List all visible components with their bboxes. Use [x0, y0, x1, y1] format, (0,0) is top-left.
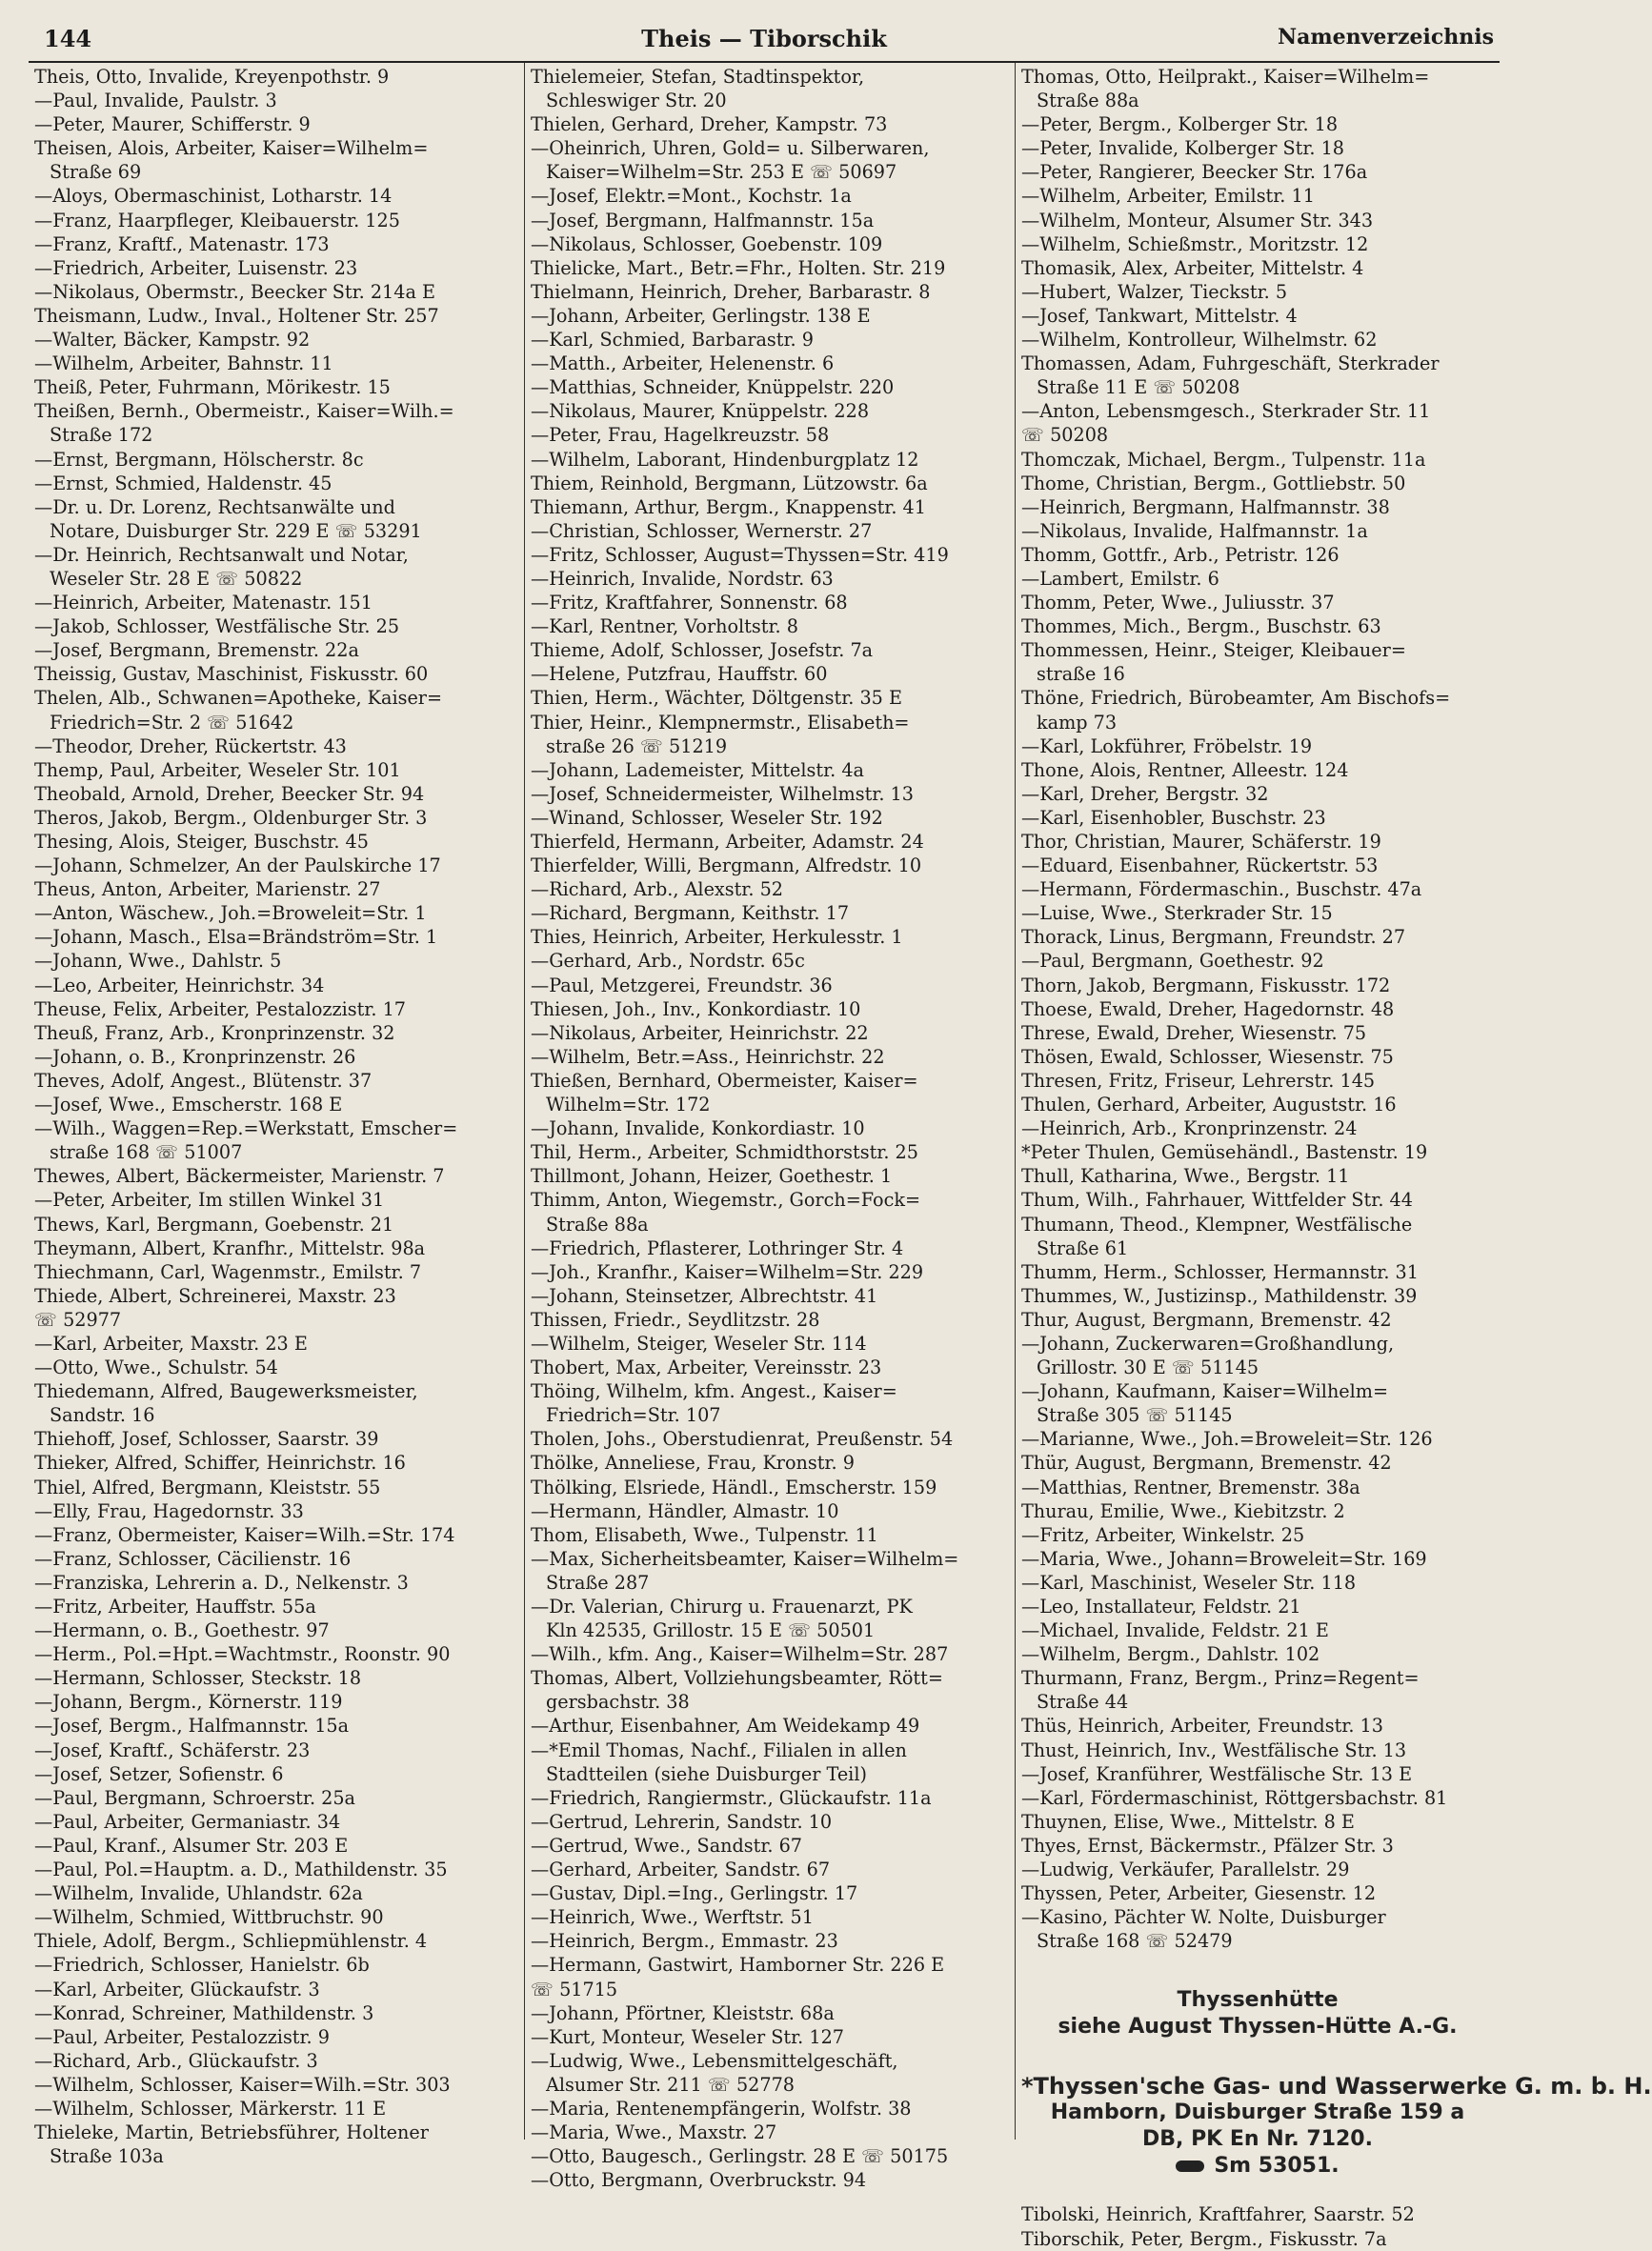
directory-entry: —Hermann, Händler, Almastr. 10 [531, 1499, 839, 1522]
directory-entry: *Peter Thulen, Gemüsehändl., Bastenstr. 19 [1021, 1141, 1428, 1164]
directory-entry: —Heinrich, Bergmann, Halfmannstr. 38 [1021, 495, 1390, 518]
directory-entry: Thielmann, Heinrich, Dreher, Barbarastr. 8 [531, 280, 931, 303]
directory-entry: —Kasino, Pächter W. Nolte, Duisburger [1021, 1906, 1386, 1929]
directory-entry: kamp 73 [1037, 711, 1118, 734]
directory-entry: —Wilhelm, Betr.=Ass., Heinrichstr. 22 [531, 1045, 885, 1068]
directory-entry: —Johann, Schmelzer, An der Paulskirche 17 [34, 854, 441, 877]
directory-entry: —Maria, Rentenempfängerin, Wolfstr. 38 [531, 2097, 912, 2120]
directory-entry: —Wilhelm, Arbeiter, Bahnstr. 11 [34, 352, 333, 375]
directory-entry: Thil, Herm., Arbeiter, Schmidthorststr. 25 [531, 1141, 918, 1164]
columns [29, 63, 1652, 2250]
column-3-entries [1021, 65, 1494, 1953]
directory-entry: Thresen, Fritz, Friseur, Lehrerstr. 145 [1021, 1069, 1376, 1092]
directory-entry: Thyes, Ernst, Bäckermstr., Pfälzer Str. 3 [1021, 1834, 1394, 1857]
directory-entry: Thur, August, Bergmann, Bremenstr. 42 [1021, 1308, 1392, 1331]
directory-entry: —Josef, Wwe., Emscherstr. 168 E [34, 1094, 343, 1116]
directory-entry: Thomm, Gottfr., Arb., Petristr. 126 [1021, 543, 1340, 566]
directory-entry: Thüs, Heinrich, Arbeiter, Freundstr. 13 [1021, 1715, 1383, 1738]
directory-entry: —Peter, Bergm., Kolberger Str. 18 [1021, 113, 1339, 136]
directory-entry: —Friedrich, Arbeiter, Luisenstr. 23 [34, 256, 358, 279]
directory-entry: Theobald, Arnold, Dreher, Beecker Str. 94 [34, 782, 425, 805]
directory-entry: —Karl, Lokführer, Fröbelstr. 19 [1021, 734, 1313, 757]
directory-entry: Tibolski, Heinrich, Kraftfahrer, Saarstr. 52 [1021, 2203, 1415, 2226]
directory-entry: Thews, Karl, Bergmann, Goebenstr. 21 [34, 1213, 394, 1236]
directory-entry: Thulen, Gerhard, Arbeiter, Auguststr. 16 [1021, 1094, 1397, 1116]
directory-entry: —Leo, Arbeiter, Heinrichstr. 34 [34, 974, 325, 996]
directory-entry: —Gustav, Dipl.=Ing., Gerlingstr. 17 [531, 1882, 858, 1905]
directory-entry: —Paul, Metzgerei, Freundstr. 36 [531, 974, 833, 996]
directory-entry: Tiborschik, Peter, Bergm., Fiskusstr. 7a [1021, 2227, 1387, 2250]
directory-entry: Thummes, W., Justizinsp., Mathildenstr. 39 [1021, 1284, 1418, 1307]
directory-entry: —Johann, Invalide, Konkordiastr. 10 [531, 1117, 865, 1140]
directory-entry: —Max, Sicherheitsbeamter, Kaiser=Wilhelm= [531, 1547, 959, 1570]
directory-entry: —Richard, Arb., Glückaufstr. 3 [34, 2049, 318, 2072]
directory-entry: Thyssen, Peter, Arbeiter, Giesenstr. 12 [1021, 1882, 1377, 1905]
directory-entry: Thull, Katharina, Wwe., Bergstr. 11 [1021, 1165, 1350, 1188]
directory-entry: Straße 287 [546, 1571, 650, 1594]
directory-entry: Themp, Paul, Arbeiter, Weseler Str. 101 [34, 758, 401, 781]
column-1 [29, 63, 524, 2168]
directory-entry: Thiehoff, Josef, Schlosser, Saarstr. 39 [34, 1428, 379, 1451]
gas-wasserwerke-advert [1021, 2073, 1652, 2180]
directory-entry: —Michael, Invalide, Feldstr. 21 E [1021, 1619, 1329, 1642]
directory-entry: —Maria, Wwe., Johann=Broweleit=Str. 169 [1021, 1547, 1427, 1570]
directory-entry: Thiemann, Arthur, Bergm., Knappenstr. 41 [531, 495, 926, 518]
directory-entry: —Herm., Pol.=Hpt.=Wachtmstr., Roonstr. 90 [34, 1643, 451, 1666]
directory-entry: —Wilhelm, Arbeiter, Emilstr. 11 [1021, 185, 1315, 208]
directory-entry: ☏ 51715 [531, 1978, 618, 2000]
directory-entry: Thorn, Jakob, Bergmann, Fiskusstr. 172 [1021, 974, 1391, 996]
directory-entry: —Nikolaus, Invalide, Halfmannstr. 1a [1021, 519, 1368, 542]
directory-entry: ☏ 50208 [1021, 424, 1109, 447]
directory-entry: Thieme, Adolf, Schlosser, Josefstr. 7a [531, 639, 874, 662]
directory-entry: —Nikolaus, Arbeiter, Heinrichstr. 22 [531, 1021, 869, 1044]
directory-entry: Thiechmann, Carl, Wagenmstr., Emilstr. 7 [34, 1260, 422, 1283]
directory-entry: Thielen, Gerhard, Dreher, Kampstr. 73 [531, 113, 888, 136]
directory-entry: —Paul, Invalide, Paulstr. 3 [34, 90, 277, 112]
directory-entry: —Arthur, Eisenbahner, Am Weidekamp 49 [531, 1715, 920, 1738]
directory-entry: —Karl, Dreher, Bergstr. 32 [1021, 782, 1269, 805]
directory-entry: Thöne, Friedrich, Bürobeamter, Am Bischofs= [1021, 687, 1451, 710]
directory-entry: Thiesen, Joh., Inv., Konkordiastr. 10 [531, 997, 861, 1020]
directory-entry: Thome, Christian, Bergm., Gottliebstr. 50 [1021, 472, 1406, 494]
trailing-entries [1021, 2202, 1494, 2250]
directory-entry: —Paul, Bergmann, Schroerstr. 25a [34, 1786, 355, 1809]
directory-entry: —Nikolaus, Maurer, Knüppelstr. 228 [531, 400, 870, 423]
directory-entry: —Matthias, Rentner, Bremenstr. 38a [1021, 1476, 1360, 1498]
directory-entry: —Josef, Tankwart, Mittelstr. 4 [1021, 304, 1298, 327]
directory-entry: Theisen, Alois, Arbeiter, Kaiser=Wilhelm= [34, 137, 429, 160]
directory-entry: Theus, Anton, Arbeiter, Marienstr. 27 [34, 878, 381, 901]
directory-entry: Thurau, Emilie, Wwe., Kiebitzstr. 2 [1021, 1499, 1345, 1522]
directory-entry: —Christian, Schlosser, Wernerstr. 27 [531, 519, 873, 542]
directory-entry: —Josef, Schneidermeister, Wilhelmstr. 13 [531, 782, 914, 805]
directory-entry: Thust, Heinrich, Inv., Westfälische Str. 13 [1021, 1738, 1407, 1761]
directory-entry: Kln 42535, Grillostr. 15 E ☏ 50501 [546, 1619, 876, 1642]
directory-entry: Thiele, Adolf, Bergm., Schliepmühlenstr. 4 [34, 1930, 428, 1953]
directory-entry: —Heinrich, Invalide, Nordstr. 63 [531, 567, 834, 590]
directory-entry: Grillostr. 30 E ☏ 51145 [1037, 1357, 1259, 1379]
directory-entry: Weseler Str. 28 E ☏ 50822 [50, 567, 303, 590]
directory-entry: Kaiser=Wilhelm=Str. 253 E ☏ 50697 [546, 161, 897, 184]
directory-entry: Straße 168 ☏ 52479 [1037, 1930, 1233, 1953]
directory-entry: Theuß, Franz, Arb., Kronprinzenstr. 32 [34, 1021, 395, 1044]
directory-entry: —Johann, Masch., Elsa=Brändström=Str. 1 [34, 926, 438, 949]
directory-entry: Friedrich=Str. 107 [546, 1404, 721, 1427]
directory-entry: —Heinrich, Arb., Kronprinzenstr. 24 [1021, 1117, 1358, 1140]
directory-entry: —Wilh., kfm. Ang., Kaiser=Wilhelm=Str. 287 [531, 1643, 949, 1666]
directory-entry: Straße 88a [1037, 90, 1139, 112]
directory-entry: Thewes, Albert, Bäckermeister, Marienstr. 7 [34, 1165, 445, 1188]
directory-entry: Thobert, Max, Arbeiter, Vereinsstr. 23 [531, 1357, 882, 1379]
directory-entry: Thieleke, Martin, Betriebsführer, Holtener [34, 2121, 429, 2144]
directory-entry: —Wilhelm, Schlosser, Kaiser=Wilh.=Str. 303 [34, 2073, 451, 2096]
telephone-icon [1176, 2161, 1204, 2172]
directory-entry: Thiedemann, Alfred, Baugewerksmeister, [34, 1380, 418, 1403]
directory-entry: —Richard, Arb., Alexstr. 52 [531, 878, 783, 901]
directory-entry: Thomm, Peter, Wwe., Juliusstr. 37 [1021, 592, 1335, 614]
directory-entry: —Fritz, Arbeiter, Hauffstr. 55a [34, 1596, 316, 1618]
directory-entry: Thierfelder, Willi, Bergmann, Alfredstr. 10 [531, 854, 922, 877]
directory-entry: —Johann, Pförtner, Kleiststr. 68a [531, 2001, 835, 2024]
directory-entry: Thösen, Ewald, Schlosser, Wiesenstr. 75 [1021, 1045, 1394, 1068]
directory-entry: —Johann, Steinsetzer, Albrechtstr. 41 [531, 1284, 878, 1307]
directory-entry: —Matth., Arbeiter, Helenenstr. 6 [531, 352, 835, 375]
directory-entry: —Johann, Wwe., Dahlstr. 5 [34, 950, 282, 973]
directory-entry: Sandstr. 16 [50, 1404, 155, 1427]
directory-entry: —Matthias, Schneider, Knüppelstr. 220 [531, 376, 895, 399]
directory-entry: —Anton, Lebensmgesch., Sterkrader Str. 11 [1021, 400, 1431, 423]
directory-entry: Thorack, Linus, Bergmann, Freundstr. 27 [1021, 926, 1406, 949]
directory-entry: Thom, Elisabeth, Wwe., Tulpenstr. 11 [531, 1523, 878, 1546]
directory-entry: Thierfeld, Hermann, Arbeiter, Adamstr. 24 [531, 831, 924, 853]
directory-entry: —Kurt, Monteur, Weseler Str. 127 [531, 2025, 844, 2048]
directory-entry: Thomassen, Adam, Fuhrgeschäft, Sterkrader [1021, 352, 1440, 375]
directory-entry: —Winand, Schlosser, Weseler Str. 192 [531, 806, 883, 829]
directory-entry: Thelen, Alb., Schwanen=Apotheke, Kaiser= [34, 687, 443, 710]
directory-entry: —Anton, Wäschew., Joh.=Broweleit=Str. 1 [34, 902, 427, 925]
directory-entry: —Wilhelm, Steiger, Weseler Str. 114 [531, 1332, 867, 1355]
directory-entry: Theis, Otto, Invalide, Kreyenpothstr. 9 [34, 66, 390, 88]
directory-entry: —Dr. Valerian, Chirurg u. Frauenarzt, PK [531, 1596, 913, 1618]
directory-entry: —Johann, Lademeister, Mittelstr. 4a [531, 758, 864, 781]
directory-entry: —Franz, Haarpfleger, Kleibauerstr. 125 [34, 209, 400, 231]
directory-entry: Thurmann, Franz, Bergm., Prinz=Regent= [1021, 1667, 1420, 1690]
directory-entry: Thommessen, Heinr., Steiger, Kleibauer= [1021, 639, 1406, 662]
directory-entry: Thien, Herm., Wächter, Döltgenstr. 35 E [531, 687, 902, 710]
advert-line: Hamborn, Duisburger Straße 159 a [1050, 2100, 1465, 2125]
directory-entry: Theiß, Peter, Fuhrmann, Mörikestr. 15 [34, 376, 391, 399]
directory-entry: —Marianne, Wwe., Joh.=Broweleit=Str. 126 [1021, 1428, 1433, 1451]
advert-line: Sm 53051. [1214, 2154, 1340, 2179]
directory-entry: —Paul, Bergmann, Goethestr. 92 [1021, 950, 1324, 973]
directory-entry: Thesing, Alois, Steiger, Buschstr. 45 [34, 831, 369, 853]
running-title: Theis — Tiborschik [641, 25, 887, 52]
directory-entry: Thomas, Albert, Vollziehungsbeamter, Rött= [531, 1667, 943, 1690]
directory-entry: —Karl, Arbeiter, Glückaufstr. 3 [34, 1978, 320, 2000]
directory-entry: —Wilhelm, Invalide, Uhlandstr. 62a [34, 1882, 363, 1905]
directory-entry: Thimm, Anton, Wiegemstr., Gorch=Fock= [531, 1189, 921, 1212]
directory-entry: Tholen, Johs., Oberstudienrat, Preußenstr. 54 [531, 1428, 954, 1451]
directory-entry: —Karl, Schmied, Barbarastr. 9 [531, 329, 814, 352]
directory-entry: —Dr. Heinrich, Rechtsanwalt und Notar, [34, 543, 409, 566]
directory-entry: —*Emil Thomas, Nachf., Filialen in allen [531, 1738, 907, 1761]
section-title: Namenverzeichnis [1278, 25, 1494, 50]
directory-entry: —Karl, Eisenhobler, Buschstr. 23 [1021, 806, 1326, 829]
notice-line: Thyssenhütte [1177, 1988, 1339, 2013]
directory-entry: gersbachstr. 38 [546, 1691, 690, 1714]
directory-entry: —Peter, Frau, Hagelkreuzstr. 58 [531, 424, 830, 447]
advert-line: *Thyssen'sche Gas- und Wasserwerke G. m. b. H. [1021, 2073, 1652, 2100]
directory-entry: —Wilh., Waggen=Rep.=Werkstatt, Emscher= [34, 1117, 458, 1140]
directory-entry: —Wilhelm, Schmied, Wittbruchstr. 90 [34, 1906, 384, 1929]
directory-entry: —Paul, Arbeiter, Germaniastr. 34 [34, 1810, 341, 1833]
directory-entry: —Hermann, o. B., Goethestr. 97 [34, 1619, 330, 1642]
directory-entry: —Wilhelm, Monteur, Alsumer Str. 343 [1021, 209, 1374, 231]
directory-entry: Alsumer Str. 211 ☏ 52778 [546, 2073, 795, 2096]
directory-entry: —Heinrich, Wwe., Werftstr. 51 [531, 1906, 814, 1929]
directory-entry: —Gertrud, Lehrerin, Sandstr. 10 [531, 1810, 833, 1833]
directory-entry: Thölke, Anneliese, Frau, Kronstr. 9 [531, 1452, 855, 1475]
directory-entry: —Wilhelm, Schlosser, Märkerstr. 11 E [34, 2097, 387, 2120]
directory-entry: —Dr. u. Dr. Lorenz, Rechtsanwälte und [34, 495, 395, 518]
directory-entry: Schleswiger Str. 20 [546, 90, 727, 112]
directory-entry: —Otto, Bergmann, Overbruckstr. 94 [531, 2169, 867, 2192]
directory-entry: straße 26 ☏ 51219 [546, 734, 728, 757]
directory-entry: Thillmont, Johann, Heizer, Goethestr. 1 [531, 1165, 893, 1188]
directory-entry: —Johann, Bergm., Körnerstr. 119 [34, 1691, 343, 1714]
column-3 [1015, 63, 1652, 2250]
directory-entry: Thölking, Elsriede, Händl., Emscherstr. 159 [531, 1476, 937, 1498]
directory-entry: —Ludwig, Wwe., Lebensmittelgeschäft, [531, 2049, 898, 2072]
directory-entry: —Peter, Arbeiter, Im stillen Winkel 31 [34, 1189, 385, 1212]
directory-entry: —Nikolaus, Schlosser, Goebenstr. 109 [531, 232, 883, 255]
directory-entry: —Richard, Bergmann, Keithstr. 17 [531, 902, 850, 925]
directory-entry: —Otto, Baugesch., Gerlingstr. 28 E ☏ 50175 [531, 2145, 949, 2168]
directory-entry: —Franz, Obermeister, Kaiser=Wilh.=Str. 174 [34, 1523, 455, 1546]
directory-entry: Straße 44 [1037, 1691, 1129, 1714]
directory-entry: —Peter, Maurer, Schifferstr. 9 [34, 113, 311, 136]
directory-entry: —Heinrich, Arbeiter, Matenastr. 151 [34, 592, 373, 614]
directory-entry: Wilhelm=Str. 172 [546, 1094, 711, 1116]
directory-entry: —Joh., Kranfhr., Kaiser=Wilhelm=Str. 229 [531, 1260, 924, 1283]
directory-entry: —Paul, Kranf., Alsumer Str. 203 E [34, 1834, 349, 1857]
directory-entry: Straße 172 [50, 424, 153, 447]
directory-entry: —Hubert, Walzer, Tieckstr. 5 [1021, 280, 1288, 303]
directory-entry: —Friedrich, Pflasterer, Lothringer Str. 4 [531, 1236, 904, 1259]
advert-line: DB, PK En Nr. 7120. [1142, 2127, 1373, 2152]
directory-entry: —Friedrich, Rangiermstr., Glückaufstr. 11a [531, 1786, 932, 1809]
directory-entry: —Peter, Rangierer, Beecker Str. 176a [1021, 161, 1368, 184]
directory-entry: —Maria, Wwe., Maxstr. 27 [531, 2121, 777, 2144]
directory-entry: —Josef, Bergmann, Bremenstr. 22a [34, 639, 359, 662]
directory-entry: Theves, Adolf, Angest., Blütenstr. 37 [34, 1069, 373, 1092]
directory-entry: Threse, Ewald, Dreher, Wiesenstr. 75 [1021, 1021, 1367, 1044]
directory-entry: Thuynen, Elise, Wwe., Mittelstr. 8 E [1021, 1810, 1355, 1833]
directory-entry: —Franz, Kraftf., Matenastr. 173 [34, 232, 330, 255]
directory-entry: Theymann, Albert, Kranfhr., Mittelstr. 98a [34, 1236, 426, 1259]
directory-entry: —Luise, Wwe., Sterkrader Str. 15 [1021, 902, 1333, 925]
page-number: 144 [44, 25, 92, 52]
directory-entry: —Karl, Rentner, Vorholtstr. 8 [531, 615, 798, 638]
directory-entry: Friedrich=Str. 2 ☏ 51642 [50, 711, 294, 734]
directory-entry: —Josef, Bergmann, Halfmannstr. 15a [531, 209, 875, 231]
directory-entry: straße 16 [1037, 663, 1125, 686]
directory-entry: —Karl, Fördermaschinist, Röttgersbachstr. 81 [1021, 1786, 1448, 1809]
directory-entry: —Aloys, Obermaschinist, Lotharstr. 14 [34, 185, 393, 208]
directory-entry: Thieker, Alfred, Schiffer, Heinrichstr. 16 [34, 1452, 406, 1475]
directory-entry: —Fritz, Arbeiter, Winkelstr. 25 [1021, 1523, 1305, 1546]
directory-entry: —Josef, Bergm., Halfmannstr. 15a [34, 1715, 350, 1738]
directory-entry: —Oheinrich, Uhren, Gold= u. Silberwaren, [531, 137, 930, 160]
directory-entry: Theuse, Felix, Arbeiter, Pestalozzistr. 17 [34, 997, 406, 1020]
directory-entry: —Gerhard, Arbeiter, Sandstr. 67 [531, 1859, 831, 1881]
directory-entry: —Heinrich, Bergm., Emmastr. 23 [531, 1930, 838, 1953]
directory-entry: —Wilhelm, Schießmstr., Moritzstr. 12 [1021, 232, 1369, 255]
directory-entry: Straße 69 [50, 161, 142, 184]
directory-entry: Theismann, Ludw., Inval., Holtener Str. 257 [34, 304, 439, 327]
directory-entry: Thöing, Wilhelm, kfm. Angest., Kaiser= [531, 1380, 897, 1403]
directory-entry: —Paul, Arbeiter, Pestalozzistr. 9 [34, 2025, 330, 2048]
directory-entry: —Johann, Zuckerwaren=Großhandlung, [1021, 1332, 1395, 1355]
directory-entry: —Nikolaus, Obermstr., Beecker Str. 214a E [34, 280, 436, 303]
directory-entry: Theissig, Gustav, Maschinist, Fiskusstr. 60 [34, 663, 429, 686]
directory-entry: —Theodor, Dreher, Rückertstr. 43 [34, 734, 347, 757]
directory-entry: —Ernst, Bergmann, Hölscherstr. 8c [34, 448, 364, 471]
directory-entry: Thomasik, Alex, Arbeiter, Mittelstr. 4 [1021, 256, 1364, 279]
directory-entry: Thießen, Bernhard, Obermeister, Kaiser= [531, 1069, 918, 1092]
directory-entry: Notare, Duisburger Str. 229 E ☏ 53291 [50, 519, 422, 542]
directory-entry: —Helene, Putzfrau, Hauffstr. 60 [531, 663, 828, 686]
directory-entry: —Josef, Kraftf., Schäferstr. 23 [34, 1738, 311, 1761]
directory-entry: Thor, Christian, Maurer, Schäferstr. 19 [1021, 831, 1381, 853]
directory-entry: —Eduard, Eisenbahner, Rückertstr. 53 [1021, 854, 1379, 877]
directory-entry: Thum, Wilh., Fahrhauer, Wittfelder Str. 44 [1021, 1189, 1413, 1212]
directory-entry: —Gertrud, Wwe., Sandstr. 67 [531, 1834, 803, 1857]
directory-entry: —Wilhelm, Laborant, Hindenburgplatz 12 [531, 448, 919, 471]
notice-line: siehe August Thyssen-Hütte A.-G. [1058, 2015, 1458, 2040]
directory-entry: Thomas, Otto, Heilprakt., Kaiser=Wilhelm= [1021, 66, 1430, 88]
directory-entry: ☏ 52977 [34, 1308, 122, 1331]
directory-entry: —Wilhelm, Bergm., Dahlstr. 102 [1021, 1643, 1320, 1666]
directory-entry: Thür, August, Bergmann, Bremenstr. 42 [1021, 1452, 1392, 1475]
directory-entry: Straße 61 [1037, 1236, 1129, 1259]
directory-entry: Thies, Heinrich, Arbeiter, Herkulesstr. 1 [531, 926, 903, 949]
directory-entry: —Walter, Bäcker, Kampstr. 92 [34, 329, 311, 352]
thyssenhuette-notice [1021, 1987, 1494, 2040]
directory-entry: —Wilhelm, Kontrolleur, Wilhelmstr. 62 [1021, 329, 1378, 352]
directory-entry: —Lambert, Emilstr. 6 [1021, 567, 1219, 590]
directory-entry: —Peter, Invalide, Kolberger Str. 18 [1021, 137, 1345, 160]
directory-entry: —Fritz, Kraftfahrer, Sonnenstr. 68 [531, 592, 848, 614]
directory-entry: —Franz, Schlosser, Cäcilienstr. 16 [34, 1547, 352, 1570]
directory-entry: Thier, Heinr., Klempnermstr., Elisabeth= [531, 711, 910, 734]
directory-entry: Thiel, Alfred, Bergmann, Kleiststr. 55 [34, 1476, 381, 1498]
directory-entry: —Fritz, Schlosser, August=Thyssen=Str. 419 [531, 543, 949, 566]
directory-entry: —Josef, Setzer, Sofienstr. 6 [34, 1762, 284, 1785]
directory-entry: —Karl, Maschinist, Weseler Str. 118 [1021, 1571, 1357, 1594]
directory-entry: —Hermann, Schlosser, Steckstr. 18 [34, 1667, 362, 1690]
directory-entry: Thissen, Friedr., Seydlitzstr. 28 [531, 1308, 820, 1331]
directory-entry: —Johann, o. B., Kronprinzenstr. 26 [34, 1045, 356, 1068]
directory-entry: Theißen, Bernh., Obermeistr., Kaiser=Wilh.= [34, 400, 454, 423]
directory-entry: —Karl, Arbeiter, Maxstr. 23 E [34, 1332, 308, 1355]
directory-entry: Theros, Jakob, Bergm., Oldenburger Str. 3 [34, 806, 428, 829]
directory-entry: —Friedrich, Schlosser, Hanielstr. 6b [34, 1954, 370, 1977]
directory-entry: Straße 88a [546, 1213, 649, 1236]
directory-entry: —Leo, Installateur, Feldstr. 21 [1021, 1596, 1301, 1618]
directory-entry: —Paul, Pol.=Hauptm. a. D., Mathildenstr. 35 [34, 1859, 448, 1881]
directory-entry: Thielicke, Mart., Betr.=Fhr., Holten. Str. 219 [531, 256, 946, 279]
directory-entry: Thommes, Mich., Bergm., Buschstr. 63 [1021, 615, 1381, 638]
directory-entry: Straße 11 E ☏ 50208 [1037, 376, 1240, 399]
directory-entry: —Elly, Frau, Hagedornstr. 33 [34, 1499, 304, 1522]
directory-entry: Thiede, Albert, Schreinerei, Maxstr. 23 [34, 1284, 396, 1307]
directory-entry: —Josef, Kranführer, Westfälische Str. 13 E [1021, 1762, 1413, 1785]
directory-entry: Straße 103a [50, 2145, 164, 2168]
directory-entry: Thone, Alois, Rentner, Alleestr. 124 [1021, 758, 1349, 781]
directory-entry: —Jakob, Schlosser, Westfälische Str. 25 [34, 615, 400, 638]
directory-entry: Thiem, Reinhold, Bergmann, Lützowstr. 6a [531, 472, 928, 494]
directory-entry: —Konrad, Schreiner, Mathildenstr. 3 [34, 2001, 374, 2024]
page-header [29, 21, 1500, 63]
directory-entry: —Johann, Arbeiter, Gerlingstr. 138 E [531, 304, 871, 327]
directory-entry: Straße 305 ☏ 51145 [1037, 1404, 1233, 1427]
directory-entry: —Johann, Kaufmann, Kaiser=Wilhelm= [1021, 1380, 1389, 1403]
directory-entry: —Josef, Elektr.=Mont., Kochstr. 1a [531, 185, 852, 208]
directory-entry: —Ludwig, Verkäufer, Parallelstr. 29 [1021, 1859, 1350, 1881]
directory-entry: Thumann, Theod., Klempner, Westfälische [1021, 1213, 1413, 1236]
directory-entry: —Hermann, Gastwirt, Hamborner Str. 226 E [531, 1954, 945, 1977]
directory-entry: straße 168 ☏ 51007 [50, 1141, 243, 1164]
directory-entry: Thumm, Herm., Schlosser, Hermannstr. 31 [1021, 1260, 1419, 1283]
directory-entry: —Gerhard, Arb., Nordstr. 65c [531, 950, 805, 973]
directory-entry: —Hermann, Fördermaschin., Buschstr. 47a [1021, 878, 1422, 901]
directory-entry: Thomczak, Michael, Bergm., Tulpenstr. 11a [1021, 448, 1426, 471]
directory-entry: —Otto, Wwe., Schulstr. 54 [34, 1357, 278, 1379]
directory-entry: Stadtteilen (siehe Duisburger Teil) [546, 1762, 867, 1785]
directory-entry: Thielemeier, Stefan, Stadtinspektor, [531, 66, 865, 88]
column-2 [524, 63, 1015, 2192]
directory-entry: —Franziska, Lehrerin a. D., Nelkenstr. 3 [34, 1571, 409, 1594]
directory-entry: —Ernst, Schmied, Haldenstr. 45 [34, 472, 332, 494]
directory-entry: Thoese, Ewald, Dreher, Hagedornstr. 48 [1021, 997, 1395, 1020]
